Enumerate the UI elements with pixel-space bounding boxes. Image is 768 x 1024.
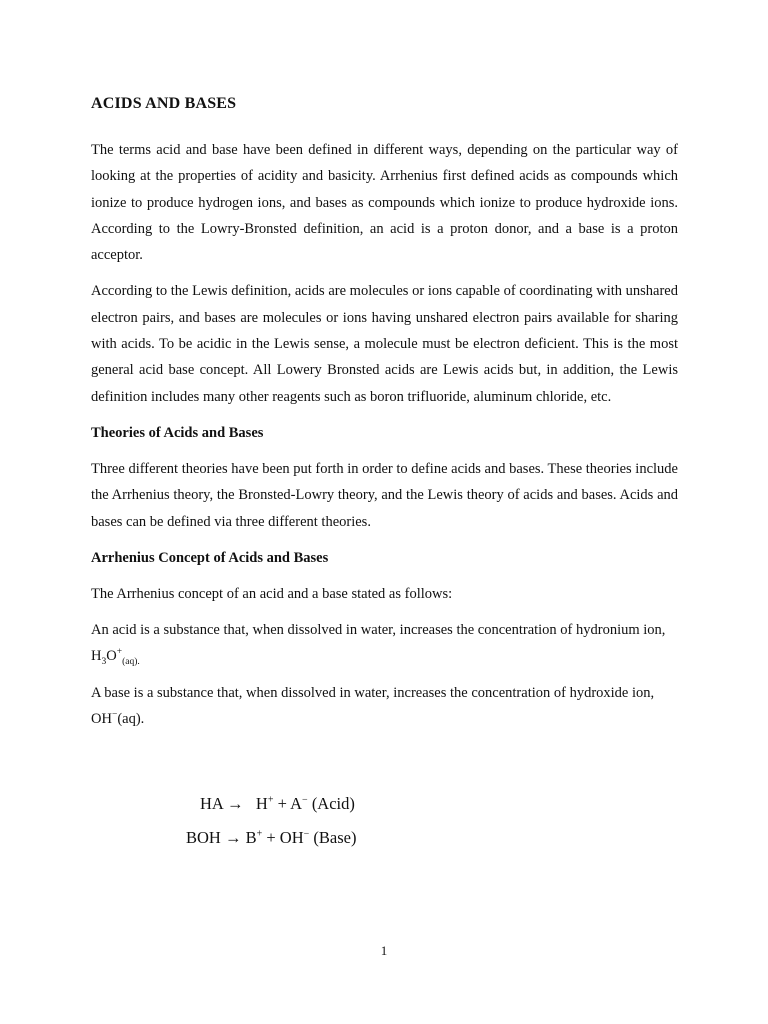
heading-arrhenius: Arrhenius Concept of Acids and Bases [91, 549, 329, 566]
equation-base-lhs: BOH → B [186, 828, 257, 847]
equation-acid [186, 790, 356, 824]
paragraph-lewis: According to the Lewis definition, acids are molecules or ions capable of coordinating with unshared electron pairs, and bases are molecules or ions having unshared electron pairs available for sharing with acids. To be acidic in the Lewis sense, a molecule must be electron deficient. This is the most general acid base concept. All Lowery Bronsted acids are Lewis acids but, in addition, the Lewis definition includes many other reagents such as boron trifluoride, aluminum chloride, etc. [91, 283, 678, 405]
subscript-3: 3 [101, 657, 107, 668]
equation-base-label: (Base) [309, 828, 357, 847]
document-title: ACIDS AND BASES [91, 95, 237, 112]
equation-acid-lhs: HA → H [200, 794, 268, 813]
equation-acid-mid: + A [273, 794, 303, 813]
document-body [91, 92, 678, 742]
equation-base-mid: + OH [262, 828, 304, 847]
equations-block [186, 790, 356, 858]
superscript-plus: + [116, 647, 123, 658]
equation-base-sup2: − [303, 828, 310, 840]
equation-acid-sup1: + [267, 794, 274, 806]
paragraph-base-definition [91, 680, 678, 733]
acid-definition-text: An acid is a substance that, when dissolved in water, increases the concentration of hydronium ion, H [91, 622, 666, 665]
paragraph-theories: Three different theories have been put forth in order to define acids and bases. These theories include the Arrhenius theory, the Bronsted-Lowry theory, and the Lewis theory of acids and bases. Acids and bases can be defined via three different theories. [91, 460, 678, 530]
equation-base [186, 824, 356, 858]
paragraph-acid-definition [91, 617, 678, 670]
equation-acid-label: (Acid) [307, 794, 355, 813]
paragraph-arrhenius-intro: The Arrhenius concept of an acid and a base stated as follows: [91, 585, 453, 602]
equation-base-sup1: + [256, 828, 263, 840]
superscript-minus: − [111, 710, 118, 721]
base-definition-end: (aq). [117, 711, 145, 728]
paragraph-definitions: The terms acid and base have been defined in different ways, depending on the particular way of looking at the properties of acidity and basicity. Arrhenius first defined acids as compounds which ionize to produce hydrogen ions, and bases as compounds which ionize to produce hydroxide ions. According to the Lowry-Bronsted definition, an acid is a proton donor, and a base is a proton acceptor. [91, 142, 678, 264]
equation-acid-sup2: − [302, 794, 308, 806]
oxygen-symbol: O [106, 648, 117, 665]
page-number: 1 [380, 943, 388, 958]
subscript-aq: (aq). [122, 657, 140, 668]
heading-theories: Theories of Acids and Bases [91, 424, 264, 441]
base-definition-text: A base is a substance that, when dissolved in water, increases the concentration of hydroxide ion, OH [91, 684, 655, 728]
